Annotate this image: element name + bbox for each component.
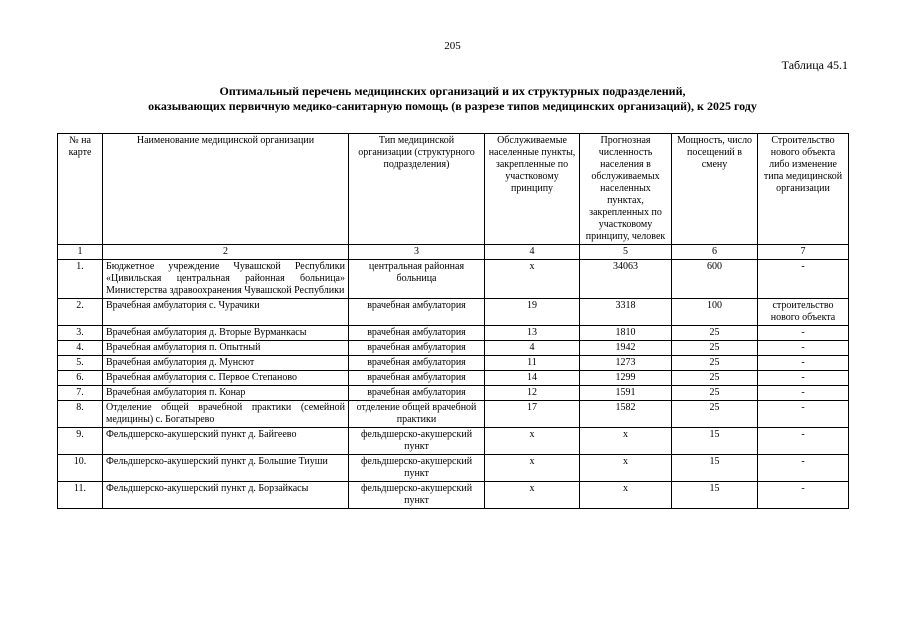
population-cell: 1273 <box>580 356 672 371</box>
organization-type-cell: врачебная амбулатория <box>349 299 485 326</box>
column-number: 2 <box>103 245 349 260</box>
organization-name-cell: Фельдшерско-акушерский пункт д. Большие Тиуши <box>103 455 349 482</box>
settlements-cell: 13 <box>485 326 580 341</box>
capacity-cell: 25 <box>672 401 758 428</box>
construction-cell: - <box>758 482 849 509</box>
organization-type-cell: отделение общей врачебной практики <box>349 401 485 428</box>
organization-name-cell: Врачебная амбулатория с. Первое Степаново <box>103 371 349 386</box>
table-label: Таблица 45.1 <box>781 58 848 72</box>
table-row <box>58 455 849 482</box>
table-row <box>58 386 849 401</box>
column-number: 4 <box>485 245 580 260</box>
organization-type-cell: врачебная амбулатория <box>349 326 485 341</box>
settlements-cell: 14 <box>485 371 580 386</box>
capacity-cell: 100 <box>672 299 758 326</box>
column-number: 6 <box>672 245 758 260</box>
table-row <box>58 356 849 371</box>
page-number: 205 <box>444 40 461 52</box>
construction-cell: - <box>758 260 849 299</box>
row-number-cell: 9. <box>58 428 103 455</box>
header-row <box>58 134 849 245</box>
col-header-capacity: Мощность, число посещений в смену <box>672 134 758 245</box>
organization-name-cell: Врачебная амбулатория д. Мунсют <box>103 356 349 371</box>
capacity-cell: 25 <box>672 371 758 386</box>
col-header-construction: Строительство нового объекта либо изменение типа медицинской организации <box>758 134 849 245</box>
settlements-cell: х <box>485 260 580 299</box>
organization-type-cell: врачебная амбулатория <box>349 356 485 371</box>
population-cell: х <box>580 428 672 455</box>
construction-cell: строительство нового объекта <box>758 299 849 326</box>
population-cell: х <box>580 482 672 509</box>
table-row <box>58 260 849 299</box>
capacity-cell: 25 <box>672 356 758 371</box>
organization-name-cell: Отделение общей врачебной практики (семейной медицины) с. Богатырево <box>103 401 349 428</box>
capacity-cell: 25 <box>672 386 758 401</box>
organization-type-cell: врачебная амбулатория <box>349 371 485 386</box>
table-row <box>58 326 849 341</box>
organization-type-cell: фельдшерско-акушерский пункт <box>349 482 485 509</box>
construction-cell: - <box>758 455 849 482</box>
construction-cell: - <box>758 371 849 386</box>
population-cell: х <box>580 455 672 482</box>
population-cell: 1810 <box>580 326 672 341</box>
construction-cell: - <box>758 326 849 341</box>
settlements-cell: х <box>485 428 580 455</box>
settlements-cell: 19 <box>485 299 580 326</box>
row-number-cell: 2. <box>58 299 103 326</box>
organization-type-cell: фельдшерско-акушерский пункт <box>349 455 485 482</box>
settlements-cell: 4 <box>485 341 580 356</box>
title-line-1: Оптимальный перечень медицинских организаций и их структурных подразделений, <box>219 84 686 98</box>
organization-name-cell: Фельдшерско-акушерский пункт д. Борзайкасы <box>103 482 349 509</box>
table-row <box>58 401 849 428</box>
capacity-cell: 15 <box>672 455 758 482</box>
row-number-cell: 11. <box>58 482 103 509</box>
capacity-cell: 25 <box>672 326 758 341</box>
settlements-cell: 11 <box>485 356 580 371</box>
row-number-cell: 3. <box>58 326 103 341</box>
organization-type-cell: фельдшерско-акушерский пункт <box>349 428 485 455</box>
settlements-cell: х <box>485 482 580 509</box>
column-number: 7 <box>758 245 849 260</box>
organization-type-cell: центральная районная больница <box>349 260 485 299</box>
organizations-table <box>57 133 849 509</box>
table-row <box>58 341 849 356</box>
organization-name-cell: Врачебная амбулатория д. Вторые Вурманкасы <box>103 326 349 341</box>
settlements-cell: 12 <box>485 386 580 401</box>
capacity-cell: 25 <box>672 341 758 356</box>
capacity-cell: 15 <box>672 428 758 455</box>
column-number: 5 <box>580 245 672 260</box>
row-number-cell: 7. <box>58 386 103 401</box>
col-header-number: № на карте <box>58 134 103 245</box>
document-title <box>0 84 905 114</box>
row-number-cell: 6. <box>58 371 103 386</box>
construction-cell: - <box>758 341 849 356</box>
col-header-type: Тип медицинской организации (структурного подразделения) <box>349 134 485 245</box>
row-number-cell: 1. <box>58 260 103 299</box>
settlements-cell: 17 <box>485 401 580 428</box>
population-cell: 1942 <box>580 341 672 356</box>
capacity-cell: 600 <box>672 260 758 299</box>
capacity-cell: 15 <box>672 482 758 509</box>
population-cell: 1299 <box>580 371 672 386</box>
organization-name-cell: Врачебная амбулатория п. Конар <box>103 386 349 401</box>
row-number-cell: 10. <box>58 455 103 482</box>
population-cell: 3318 <box>580 299 672 326</box>
settlements-cell: х <box>485 455 580 482</box>
title-line-2: оказывающих первичную медико-санитарную помощь (в разрезе типов медицинских организаций), к 2025 году <box>148 99 757 113</box>
organization-name-cell: Фельдшерско-акушерский пункт д. Байгеево <box>103 428 349 455</box>
row-number-cell: 5. <box>58 356 103 371</box>
table-row <box>58 371 849 386</box>
construction-cell: - <box>758 401 849 428</box>
organization-type-cell: врачебная амбулатория <box>349 386 485 401</box>
organization-type-cell: врачебная амбулатория <box>349 341 485 356</box>
table-row <box>58 482 849 509</box>
table-body <box>58 260 849 509</box>
row-number-cell: 8. <box>58 401 103 428</box>
population-cell: 34063 <box>580 260 672 299</box>
col-header-settlements: Обслуживаемые населенные пункты, закрепленные по участковому принципу <box>485 134 580 245</box>
col-header-name: Наименование медицинской организации <box>103 134 349 245</box>
col-header-population: Прогнозная численность населения в обслуживаемых населенных пунктах, закрепленных по участковому принципу, человек <box>580 134 672 245</box>
construction-cell: - <box>758 428 849 455</box>
column-number-row <box>58 245 849 260</box>
organization-name-cell: Врачебная амбулатория с. Чурачики <box>103 299 349 326</box>
row-number-cell: 4. <box>58 341 103 356</box>
construction-cell: - <box>758 386 849 401</box>
construction-cell: - <box>758 356 849 371</box>
column-number: 3 <box>349 245 485 260</box>
population-cell: 1582 <box>580 401 672 428</box>
table-row <box>58 428 849 455</box>
table-row <box>58 299 849 326</box>
organization-name-cell: Бюджетное учреждение Чувашской Республики «Цивильская центральная районная больница» Министерства здравоохранения Чувашской Республики <box>103 260 349 299</box>
column-number: 1 <box>58 245 103 260</box>
population-cell: 1591 <box>580 386 672 401</box>
organization-name-cell: Врачебная амбулатория п. Опытный <box>103 341 349 356</box>
